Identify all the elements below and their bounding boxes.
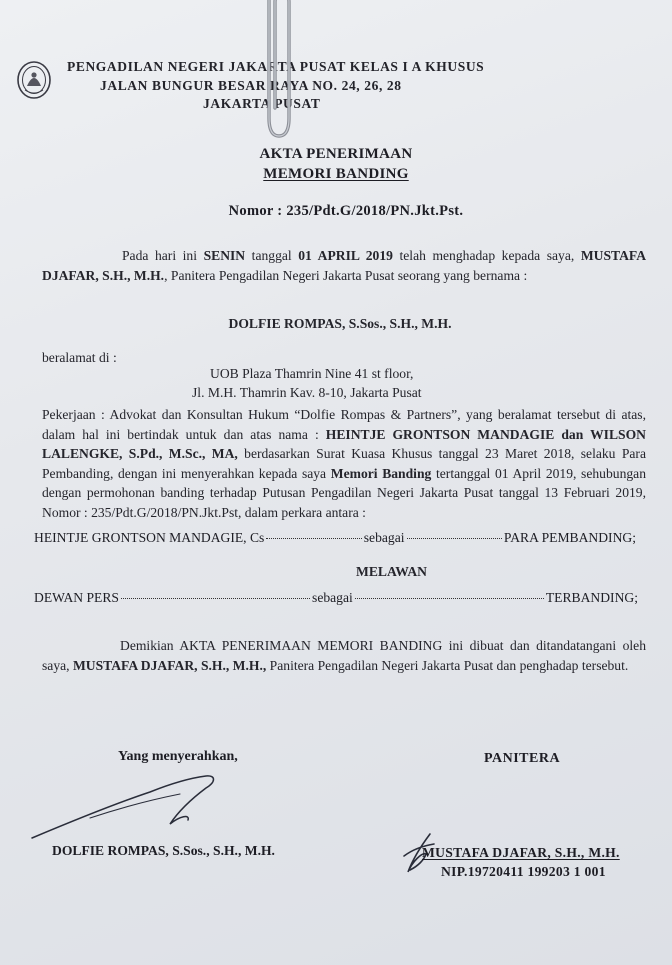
para2-text: Pekerjaan : Advokat dan Konsultan Hukum “Dolfie Rompas & Partners”, yang beralamat tersebut di atas, dalam hal ini bertindak untuk dan atas nama : [42,407,646,442]
respondent-row [34,590,638,606]
para1-text: telah menghadap kepada saya, [392,248,581,263]
address-label: beralamat di : [42,350,117,365]
right-signer-nip: NIP.19720411 199203 1 001 [441,864,606,879]
left-signature-label: Yang menyerahkan, [118,749,238,764]
paper-clip-icon [252,0,302,150]
address-line-2: Jl. M.H. Thamrin Kav. 8-10, Jakarta Pusat [192,385,422,400]
closing-paragraph [42,636,646,676]
document-title: AKTA PENERIMAAN [259,146,413,162]
court-address: JALAN BUNGUR BESAR RAYA NO. 24, 26, 28 [100,78,402,93]
para1-text: Pada hari ini [122,248,204,263]
occupation-paragraph [42,405,646,522]
court-name: PENGADILAN NEGERI JAKARTA PUSAT KELAS I A KHUSUS [67,59,485,74]
court-city: JAKARTA PUSAT [203,96,321,111]
appellant-name: HEINTJE GRONTSON MANDAGIE, Cs [34,530,265,545]
para3-clerk-name: MUSTAFA DJAFAR, S.H., M.H., [72,658,267,673]
para1-date: 01 APRIL 2019 [298,248,393,263]
para1-text: tanggal [245,248,299,263]
para2-text: tertanggal 01 April 2019, sehubungan dengan permohonan banding terhadap Putusan Pengadilan Negeri Jakarta Pusat tanggal 13 Februari 2019, Nomor : 235/Pdt.G/2018/PN.Jkt.Pst, dalam perkara antara : [42,465,646,520]
para2-clients: HEINTJE GRONTSON MANDAGIE dan WILSON LALENGKE, S.Pd., M.Sc., MA, [42,426,646,461]
versus-label: MELAWAN [356,564,427,579]
sebagai-label: sebagai [312,590,353,605]
respondent-role: TERBANDING; [545,590,638,605]
opening-paragraph [42,246,646,285]
para1-text: , Panitera Pengadilan Negeri Jakarta Pusat seorang yang bernama : [164,267,528,283]
para3-text: Panitera Pengadilan Negeri Jakarta Pusat dan penghadap tersebut. [266,658,629,673]
appellant-row [34,530,636,546]
dotted-leader [266,538,361,539]
document-subtitle-text: MEMORI BANDING [263,166,409,182]
respondent-name: DEWAN PERS [34,590,119,605]
court-seal-icon [16,60,52,100]
para2-text: berdasarkan Surat Kuasa Khusus tanggal 23 Maret 2018, selaku Para Pembanding, dengan ini menyerahkan kepada saya [42,446,646,481]
para1-day: SENIN [203,248,246,263]
para2-document: Memori Banding [330,465,432,481]
appellant-role: PARA PEMBANDING; [503,530,636,545]
appearer-name: DOLFIE ROMPAS, S.Sos., S.H., M.H. [228,316,452,331]
para3-text: Demikian AKTA PENERIMAAN MEMORI BANDING ini dibuat dan ditandatangani oleh saya, [42,638,646,673]
right-signature-label: PANITERA [484,751,561,766]
left-signer-name: DOLFIE ROMPAS, S.Sos., S.H., M.H. [52,843,275,858]
para1-clerk-name: MUSTAFA DJAFAR, S.H., M.H. [42,248,647,283]
dotted-leader [407,538,502,539]
dotted-leader [121,598,310,599]
sebagai-label: sebagai [363,530,405,545]
document-subtitle [0,166,672,183]
left-signature-icon [30,772,230,844]
right-signer-name: MUSTAFA DJAFAR, S.H., M.H. [422,845,620,860]
dotted-leader [355,598,544,599]
document-number: Nomor : 235/Pdt.G/2018/PN.Jkt.Pst. [228,203,464,219]
address-line-1: UOB Plaza Thamrin Nine 41 st floor, [210,366,414,381]
